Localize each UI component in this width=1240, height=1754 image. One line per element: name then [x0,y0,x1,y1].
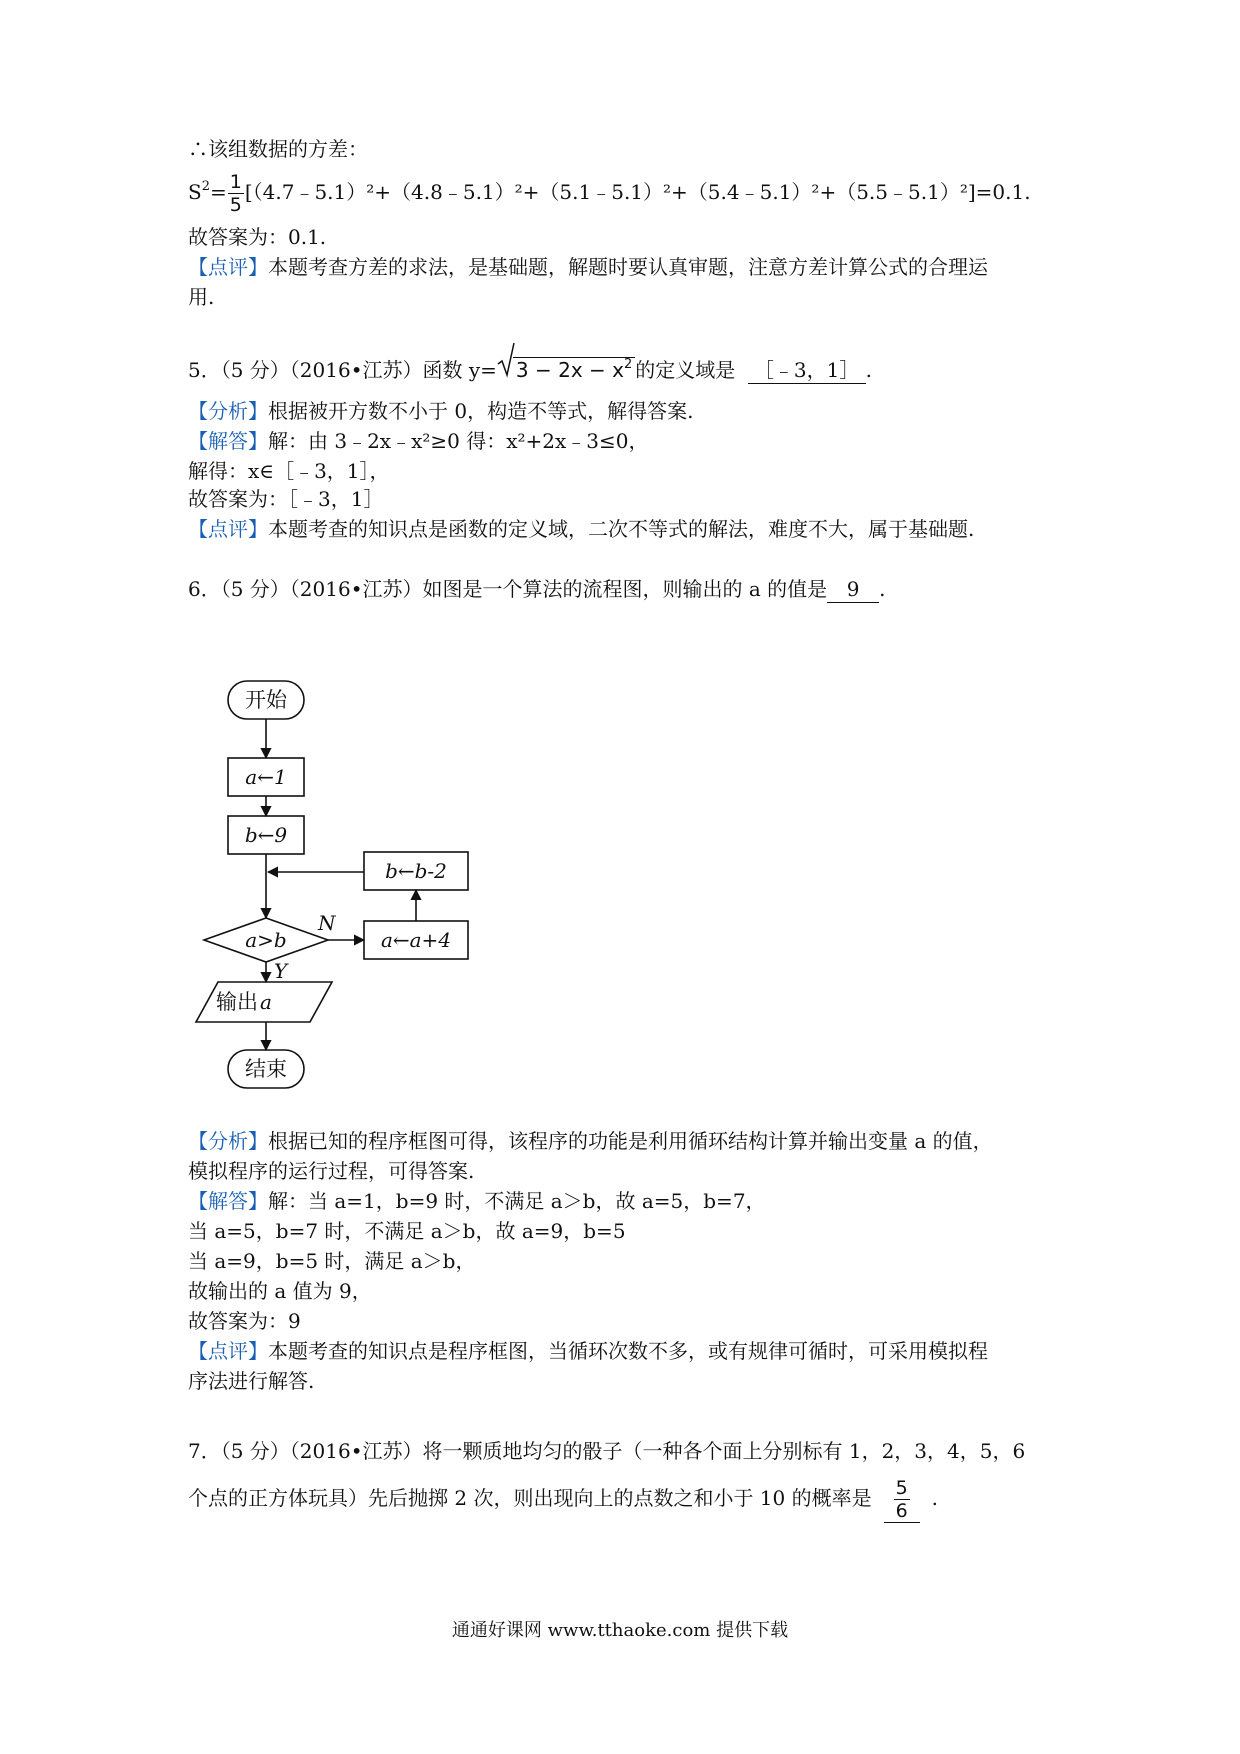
q5-answer-blank: ［﹣3，1］ [748,357,866,384]
solution-tag: 【解答】 [188,1189,268,1213]
q6-analysis-1 [188,1126,993,1156]
step1-label: a←1 [245,765,287,789]
q5-solution-1 [188,426,649,456]
variance-heading: ∴该组数据的方差： [188,137,368,161]
sqrt-expression [497,350,635,390]
comment-tag: 【点评】 [188,1339,268,1363]
output-var: a [260,990,272,1014]
q6-stem [188,574,886,604]
q6-solution-4: 故输出的 a 值为 9， [188,1279,372,1303]
algorithm-flowchart [190,678,500,1118]
q5-solution-3: 故答案为：［﹣3，1］ [188,487,384,511]
variance-comment-1 [188,252,988,282]
comment-text: 本题考查方差的求法，是基础题，解题时要认真审题，注意方差计算公式的合理运 [268,255,988,279]
yes-label: Y [274,959,288,983]
q6-solution-3: 当 a=9，b=5 时，满足 a＞b， [188,1249,476,1273]
analysis-tag: 【分析】 [188,399,268,423]
q6-solution-2: 当 a=5，b=7 时，不满足 a＞b，故 a=9，b=5 [188,1219,626,1243]
formula-lhs-sup: 2 [201,179,210,194]
formula-body: [（4.7﹣5.1）²+（4.8﹣5.1）²+（5.1﹣5.1）²+（5.4﹣5.1）²+（5.5﹣5.1）²]=0.1. [244,180,1031,204]
comment-tag: 【点评】 [188,255,268,279]
q5-analysis [188,396,693,426]
step2-label: b←9 [244,823,288,847]
q5-stem [188,350,872,390]
comment-text: 本题考查的知识点是函数的定义域，二次不等式的解法，难度不大，属于基础题. [268,517,975,541]
radicand: $3 - 2x - x^2$ [513,357,635,382]
variance-formula: $S^2=$ $\frac{1}{5}$ [（4.7﹣5.1）²+（4.8﹣5.1）²+（5.1﹣5.1）²+（5.4﹣5.1）²+（5.5﹣5.1）²]=0.1. [188,171,1031,216]
q5-solution-2: 解得：x∈［﹣3，1］， [188,459,390,483]
q5-comment [188,514,974,544]
page-footer: 通通好课网 www.tthaoke.com 提供下载 [451,1620,789,1641]
fraction-denominator: 6 [895,1499,908,1522]
q6-answer-blank: 9 [827,576,879,603]
q6-solution-1 [188,1186,766,1216]
q5-stem-suffix: 的定义域是 [635,358,736,382]
solution-text: 解：当 a=1，b=9 时，不满足 a＞b，故 a=5，b=7， [268,1189,766,1213]
end-label: 结束 [245,1057,287,1081]
q5-stem-prefix: 5．（5 分）（2016•江苏）函数 y= [188,358,497,382]
fraction-numerator: 1 [229,171,242,193]
formula-lhs: S [188,180,202,204]
variance-answer: 故答案为：0.1. [188,225,327,249]
q7-stem-text: 个点的正方体玩具）先后抛掷 2 次，则出现向上的点数之和小于 10 的概率是 [188,1486,872,1510]
start-label: 开始 [245,688,287,712]
fraction-denominator: 5 [229,194,242,216]
q7-stem-end: . [931,1486,938,1510]
q5-stem-end: . [865,358,872,382]
q6-analysis-2: 模拟程序的运行过程，可得答案. [188,1159,475,1183]
output-prefix: 输出 [216,990,258,1014]
q7-answer-blank [872,1477,932,1523]
variance-comment-2: 用. [188,285,215,309]
q6-solution-5: 故答案为：9 [188,1309,301,1333]
q6-comment-2: 序法进行解答. [188,1369,315,1393]
condition-label: a>b [245,928,287,952]
q7-answer-fraction [884,1477,920,1523]
no-label: N [318,911,336,935]
no-step-label: a←a+4 [380,928,452,952]
comment-tag: 【点评】 [188,517,268,541]
formula-fraction [228,171,244,216]
solution-text: 解：由 3﹣2x﹣x²≥0 得：x²+2x﹣3≤0， [268,429,649,453]
analysis-text: 根据已知的程序框图可得，该程序的功能是利用循环结构计算并输出变量 a 的值， [268,1129,993,1153]
solution-tag: 【解答】 [188,429,268,453]
radical-sign-icon [497,342,515,378]
q6-comment-1 [188,1336,988,1366]
q7-stem-1: 7．（5 分）（2016•江苏）将一颗质地均匀的骰子（一种各个面上分别标有 1，2，3，4，5，6 [188,1439,1026,1463]
comment-text: 本题考查的知识点是程序框图，当循环次数不多，或有规律可循时，可采用模拟程 [268,1339,988,1363]
loop-update-label: b←b-2 [385,859,447,883]
fraction-numerator: 5 [895,1476,908,1499]
q6-stem-prefix: 6．（5 分）（2016•江苏）如图是一个算法的流程图，则输出的 a 的值是 [188,577,828,601]
q6-stem-end: . [879,577,886,601]
analysis-tag: 【分析】 [188,1129,268,1153]
analysis-text: 根据被开方数不小于 0，构造不等式，解得答案. [268,399,694,423]
q7-stem-2 [188,1474,938,1523]
